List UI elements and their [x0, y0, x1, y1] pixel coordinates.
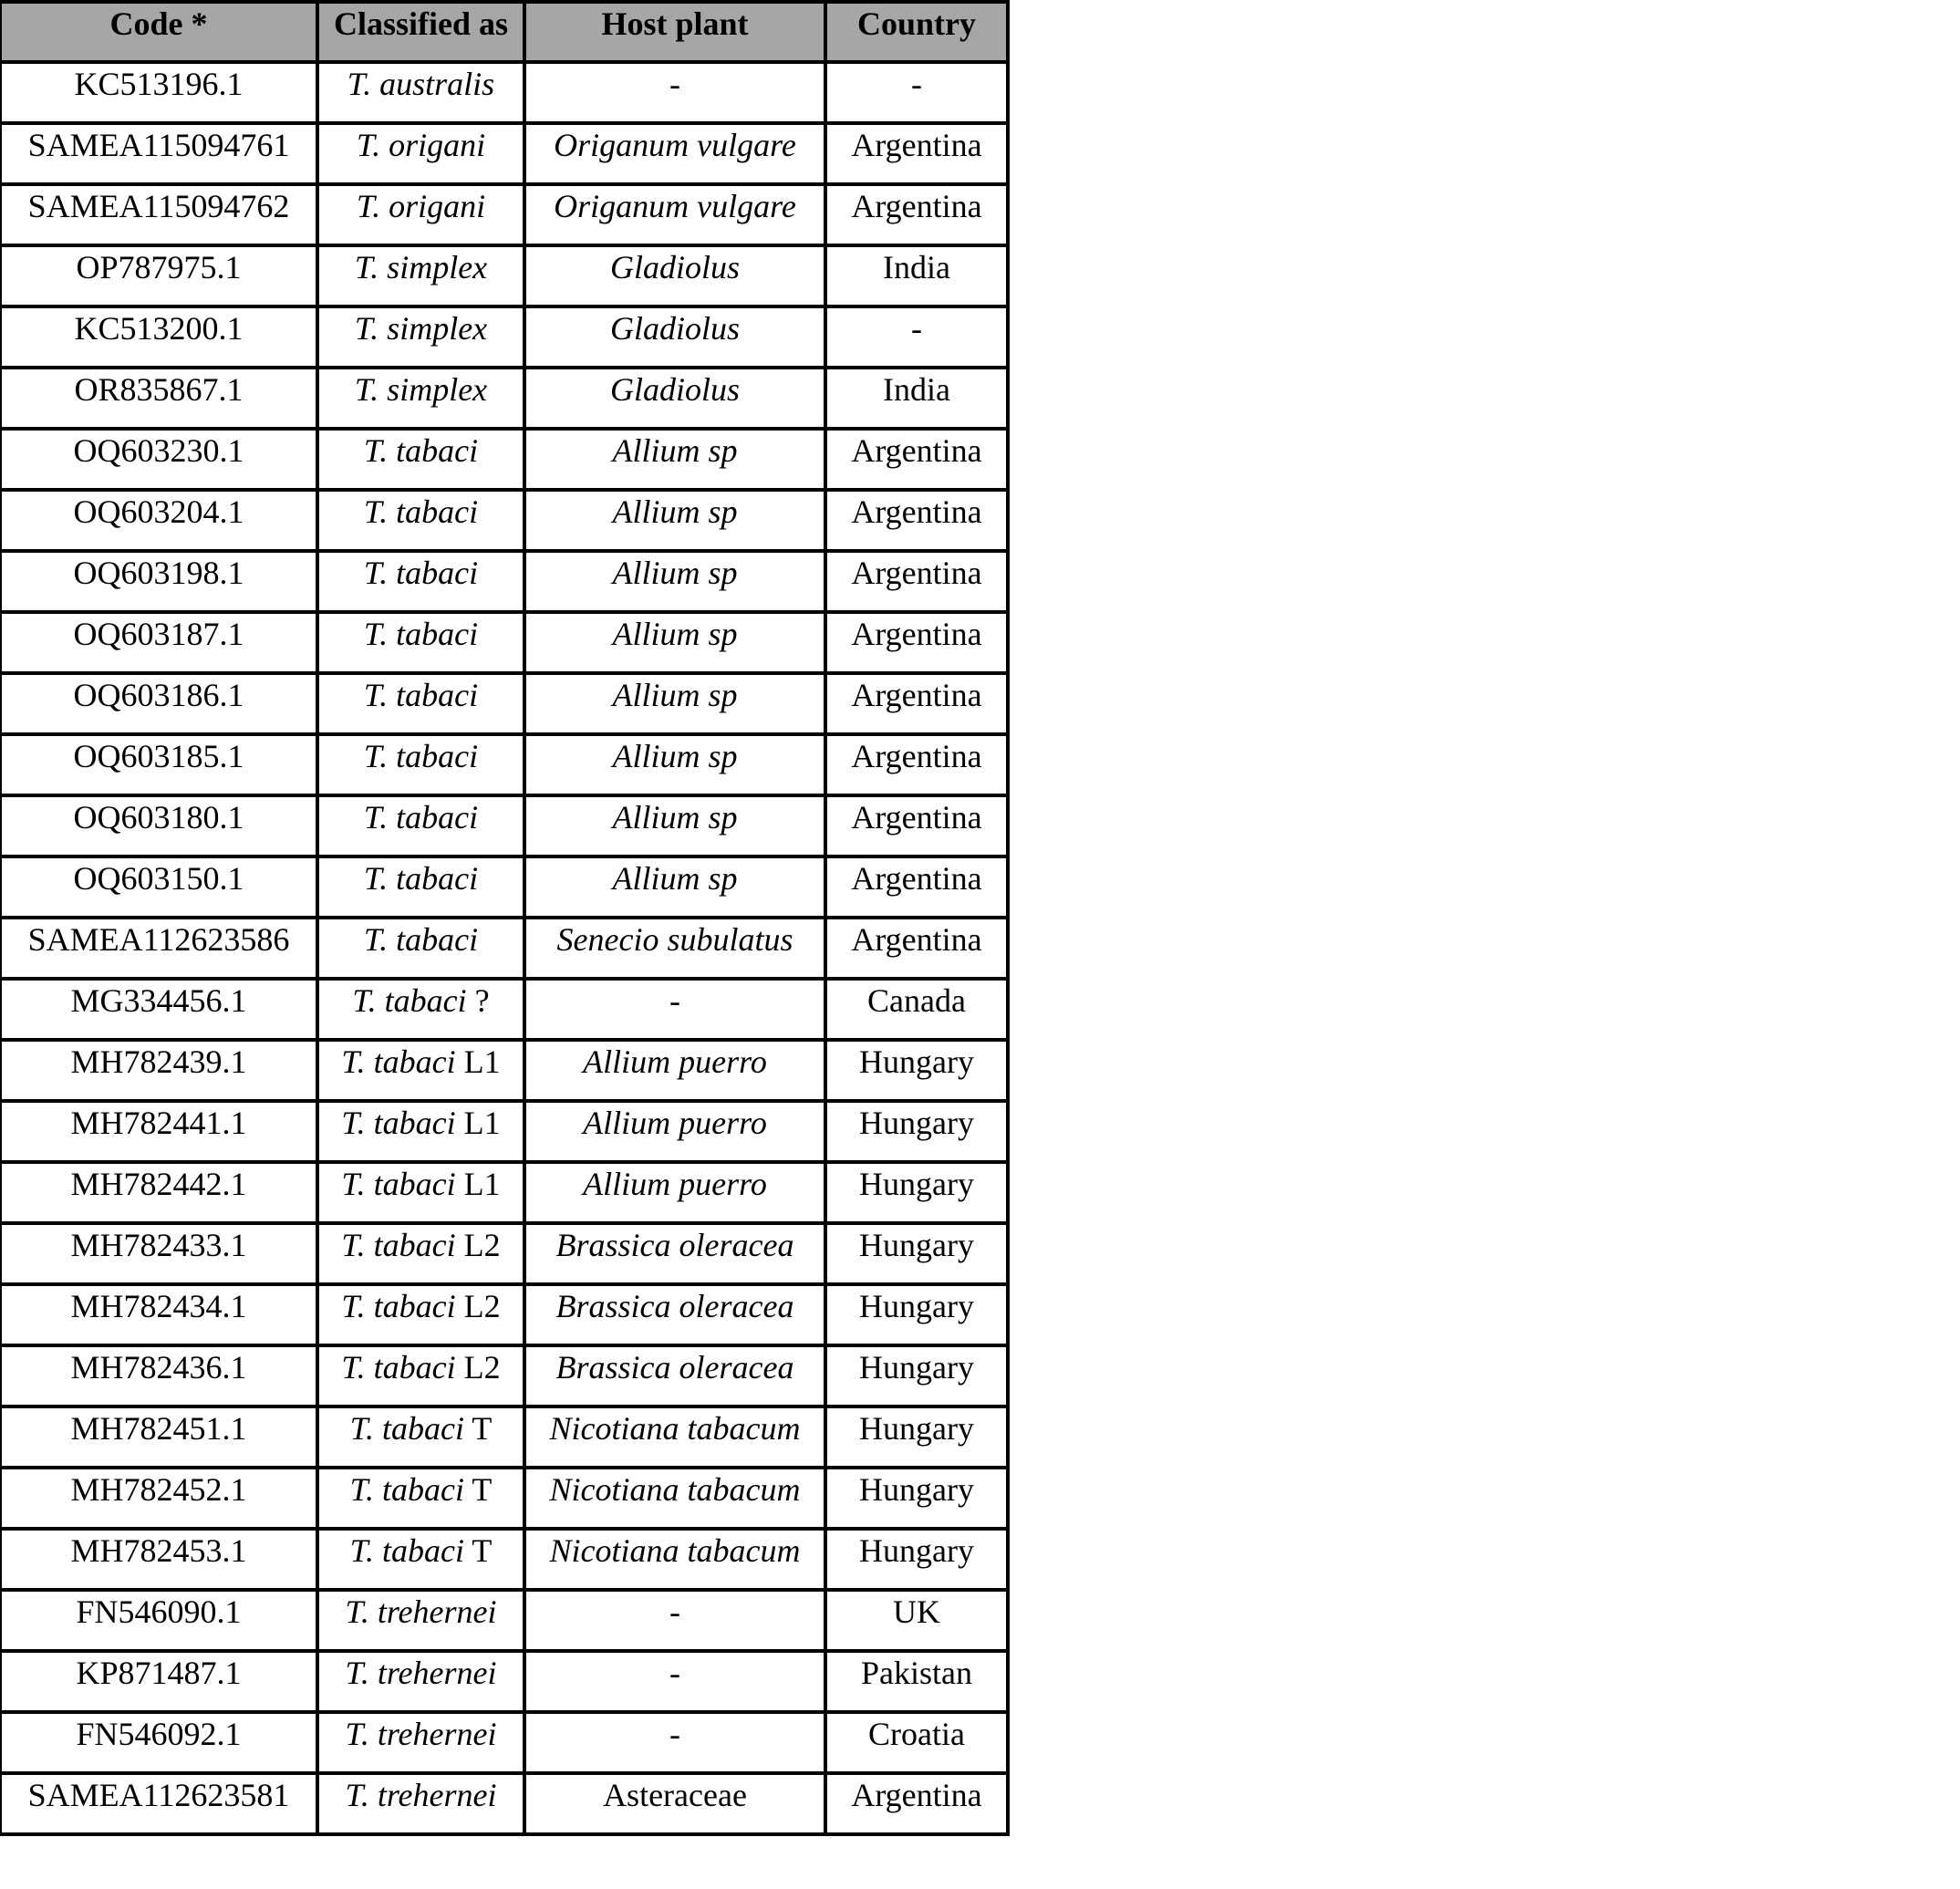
cell-classified-as: [317, 1406, 524, 1468]
table-row: [1, 245, 1008, 306]
table-row: [1, 1162, 1008, 1223]
cell-code: SAMEA115094761: [1, 123, 317, 184]
species-name: T. simplex: [354, 371, 488, 408]
cell-country: -: [825, 62, 1008, 123]
cell-classified-as: [317, 1651, 524, 1712]
cell-code: MH782436.1: [1, 1345, 317, 1406]
cell-classified-as: [317, 979, 524, 1040]
cell-code: OQ603187.1: [1, 612, 317, 673]
cell-code: FN546090.1: [1, 1590, 317, 1651]
cell-host-plant: Brassica oleracea: [524, 1345, 825, 1406]
cell-code: SAMEA112623581: [1, 1773, 317, 1834]
cell-host-plant: -: [524, 1712, 825, 1773]
cell-classified-as: [317, 1529, 524, 1590]
cell-host-plant: Allium puerro: [524, 1040, 825, 1101]
table-row: [1, 1468, 1008, 1529]
table-row: [1, 1223, 1008, 1284]
table-row: [1, 1406, 1008, 1468]
cell-host-plant: Allium sp: [524, 490, 825, 551]
cell-classified-as: [317, 245, 524, 306]
cell-code: MH782451.1: [1, 1406, 317, 1468]
cell-country: Hungary: [825, 1223, 1008, 1284]
cell-classified-as: [317, 1284, 524, 1345]
cell-code: KP871487.1: [1, 1651, 317, 1712]
cell-code: KC513200.1: [1, 306, 317, 368]
table-row: [1, 368, 1008, 429]
species-name: T. tabaci: [341, 1043, 456, 1080]
lineage-suffix: T: [464, 1532, 493, 1569]
species-name: T. trehernei: [345, 1716, 497, 1752]
cell-country: UK: [825, 1590, 1008, 1651]
cell-host-plant: Allium sp: [524, 612, 825, 673]
cell-code: KC513196.1: [1, 62, 317, 123]
table-row: [1, 1345, 1008, 1406]
table-row: [1, 490, 1008, 551]
species-name: T. simplex: [354, 310, 488, 347]
species-name: T. trehernei: [345, 1655, 497, 1691]
cell-host-plant: Allium sp: [524, 734, 825, 795]
cell-host-plant: -: [524, 1651, 825, 1712]
cell-classified-as: [317, 1468, 524, 1529]
species-name: T. tabaci: [363, 493, 479, 530]
cell-code: MH782433.1: [1, 1223, 317, 1284]
cell-host-plant: Asteraceae: [524, 1773, 825, 1834]
lineage-suffix: L1: [455, 1043, 501, 1080]
cell-host-plant: Senecio subulatus: [524, 918, 825, 979]
cell-code: OR835867.1: [1, 368, 317, 429]
cell-host-plant: Nicotiana tabacum: [524, 1406, 825, 1468]
species-name: T. origani: [356, 127, 486, 163]
cell-classified-as: [317, 1590, 524, 1651]
species-name: T. trehernei: [345, 1593, 497, 1630]
species-name: T. simplex: [354, 249, 488, 285]
species-name: T. tabaci: [341, 1288, 456, 1324]
cell-classified-as: [317, 306, 524, 368]
cell-classified-as: [317, 918, 524, 979]
cell-code: OP787975.1: [1, 245, 317, 306]
cell-country: Argentina: [825, 490, 1008, 551]
species-name: T. tabaci: [363, 677, 479, 713]
table-row: [1, 1040, 1008, 1101]
cell-host-plant: Allium sp: [524, 551, 825, 612]
table-header-row: [1, 2, 1008, 62]
cell-code: SAMEA115094762: [1, 184, 317, 245]
table-body: [1, 62, 1008, 1834]
header-host-plant: Host plant: [524, 2, 825, 62]
cell-classified-as: [317, 429, 524, 490]
table-row: [1, 184, 1008, 245]
cell-country: Argentina: [825, 429, 1008, 490]
lineage-suffix: ?: [466, 982, 490, 1019]
cell-host-plant: -: [524, 979, 825, 1040]
cell-code: MH782453.1: [1, 1529, 317, 1590]
header-code: Code *: [1, 2, 317, 62]
cell-classified-as: [317, 123, 524, 184]
cell-host-plant: Origanum vulgare: [524, 123, 825, 184]
lineage-suffix: T: [464, 1410, 493, 1447]
cell-code: OQ603186.1: [1, 673, 317, 734]
cell-classified-as: [317, 1345, 524, 1406]
table-row: [1, 1590, 1008, 1651]
cell-country: -: [825, 306, 1008, 368]
cell-classified-as: [317, 1162, 524, 1223]
cell-classified-as: [317, 62, 524, 123]
species-name: T. tabaci: [363, 616, 479, 652]
cell-code: MH782439.1: [1, 1040, 317, 1101]
cell-host-plant: Nicotiana tabacum: [524, 1468, 825, 1529]
header-country: Country: [825, 2, 1008, 62]
cell-host-plant: Allium sp: [524, 795, 825, 856]
table-row: [1, 1651, 1008, 1712]
species-name: T. tabaci: [341, 1227, 456, 1263]
cell-country: Hungary: [825, 1162, 1008, 1223]
cell-classified-as: [317, 1712, 524, 1773]
cell-host-plant: Allium sp: [524, 673, 825, 734]
table-row: [1, 612, 1008, 673]
cell-classified-as: [317, 1223, 524, 1284]
cell-country: Argentina: [825, 551, 1008, 612]
cell-classified-as: [317, 612, 524, 673]
cell-country: Croatia: [825, 1712, 1008, 1773]
cell-host-plant: Allium puerro: [524, 1162, 825, 1223]
cell-code: MH782452.1: [1, 1468, 317, 1529]
cell-code: MH782442.1: [1, 1162, 317, 1223]
cell-country: Canada: [825, 979, 1008, 1040]
cell-host-plant: -: [524, 62, 825, 123]
species-name: T. tabaci: [341, 1166, 456, 1202]
cell-code: MG334456.1: [1, 979, 317, 1040]
cell-code: OQ603204.1: [1, 490, 317, 551]
cell-host-plant: Gladiolus: [524, 368, 825, 429]
lineage-suffix: L1: [455, 1105, 501, 1141]
cell-code: SAMEA112623586: [1, 918, 317, 979]
species-name: T. tabaci: [363, 432, 479, 469]
cell-country: Hungary: [825, 1040, 1008, 1101]
table-row: [1, 429, 1008, 490]
cell-country: Pakistan: [825, 1651, 1008, 1712]
cell-host-plant: Origanum vulgare: [524, 184, 825, 245]
cell-country: Argentina: [825, 856, 1008, 918]
cell-country: Hungary: [825, 1406, 1008, 1468]
cell-classified-as: [317, 551, 524, 612]
table-row: [1, 1773, 1008, 1834]
cell-country: Hungary: [825, 1345, 1008, 1406]
species-name: T. tabaci: [341, 1349, 456, 1386]
lineage-suffix: L1: [455, 1166, 501, 1202]
cell-country: Hungary: [825, 1468, 1008, 1529]
species-name: T. tabaci: [363, 799, 479, 836]
header-classified-as: Classified as: [317, 2, 524, 62]
species-name: T. origani: [356, 188, 486, 224]
cell-code: OQ603150.1: [1, 856, 317, 918]
table-row: [1, 306, 1008, 368]
table-row: [1, 1284, 1008, 1345]
table-row: [1, 979, 1008, 1040]
table-row: [1, 856, 1008, 918]
cell-host-plant: Gladiolus: [524, 245, 825, 306]
species-name: T. tabaci: [349, 1471, 464, 1508]
species-name: T. trehernei: [345, 1777, 497, 1813]
species-name: T. tabaci: [363, 738, 479, 774]
cell-classified-as: [317, 1773, 524, 1834]
cell-classified-as: [317, 184, 524, 245]
cell-code: MH782441.1: [1, 1101, 317, 1162]
cell-country: India: [825, 245, 1008, 306]
species-name: T. tabaci: [363, 921, 479, 958]
table-row: [1, 673, 1008, 734]
cell-classified-as: [317, 368, 524, 429]
cell-country: Argentina: [825, 1773, 1008, 1834]
cell-classified-as: [317, 795, 524, 856]
lineage-suffix: L2: [455, 1288, 501, 1324]
cell-country: Hungary: [825, 1529, 1008, 1590]
cell-classified-as: [317, 673, 524, 734]
cell-host-plant: Brassica oleracea: [524, 1284, 825, 1345]
cell-country: Argentina: [825, 918, 1008, 979]
lineage-suffix: L2: [455, 1227, 501, 1263]
cell-country: Hungary: [825, 1101, 1008, 1162]
cell-host-plant: Brassica oleracea: [524, 1223, 825, 1284]
cell-country: India: [825, 368, 1008, 429]
lineage-suffix: L2: [455, 1349, 501, 1386]
species-name: T. tabaci: [349, 1410, 464, 1447]
cell-code: OQ603185.1: [1, 734, 317, 795]
cell-host-plant: Allium sp: [524, 429, 825, 490]
cell-host-plant: Allium sp: [524, 856, 825, 918]
cell-country: Argentina: [825, 795, 1008, 856]
cell-country: Argentina: [825, 612, 1008, 673]
table-row: [1, 123, 1008, 184]
cell-classified-as: [317, 1101, 524, 1162]
cell-classified-as: [317, 856, 524, 918]
lineage-suffix: T: [464, 1471, 493, 1508]
table-row: [1, 1712, 1008, 1773]
cell-country: Argentina: [825, 184, 1008, 245]
cell-host-plant: Nicotiana tabacum: [524, 1529, 825, 1590]
cell-code: OQ603180.1: [1, 795, 317, 856]
species-name: T. australis: [347, 66, 495, 102]
cell-country: Argentina: [825, 734, 1008, 795]
cell-code: FN546092.1: [1, 1712, 317, 1773]
table-row: [1, 918, 1008, 979]
species-name: T. tabaci: [352, 982, 467, 1019]
species-name: T. tabaci: [349, 1532, 464, 1569]
cell-code: OQ603198.1: [1, 551, 317, 612]
table-row: [1, 1101, 1008, 1162]
cell-classified-as: [317, 1040, 524, 1101]
table-row: [1, 62, 1008, 123]
cell-host-plant: Allium puerro: [524, 1101, 825, 1162]
cell-classified-as: [317, 734, 524, 795]
table-row: [1, 551, 1008, 612]
cell-classified-as: [317, 490, 524, 551]
species-name: T. tabaci: [363, 860, 479, 897]
cell-country: Argentina: [825, 123, 1008, 184]
species-name: T. tabaci: [341, 1105, 456, 1141]
table-row: [1, 795, 1008, 856]
table-row: [1, 734, 1008, 795]
cell-host-plant: Gladiolus: [524, 306, 825, 368]
cell-code: OQ603230.1: [1, 429, 317, 490]
cell-host-plant: -: [524, 1590, 825, 1651]
table-row: [1, 1529, 1008, 1590]
species-name: T. tabaci: [363, 555, 479, 591]
cell-country: Argentina: [825, 673, 1008, 734]
cell-code: MH782434.1: [1, 1284, 317, 1345]
cell-country: Hungary: [825, 1284, 1008, 1345]
